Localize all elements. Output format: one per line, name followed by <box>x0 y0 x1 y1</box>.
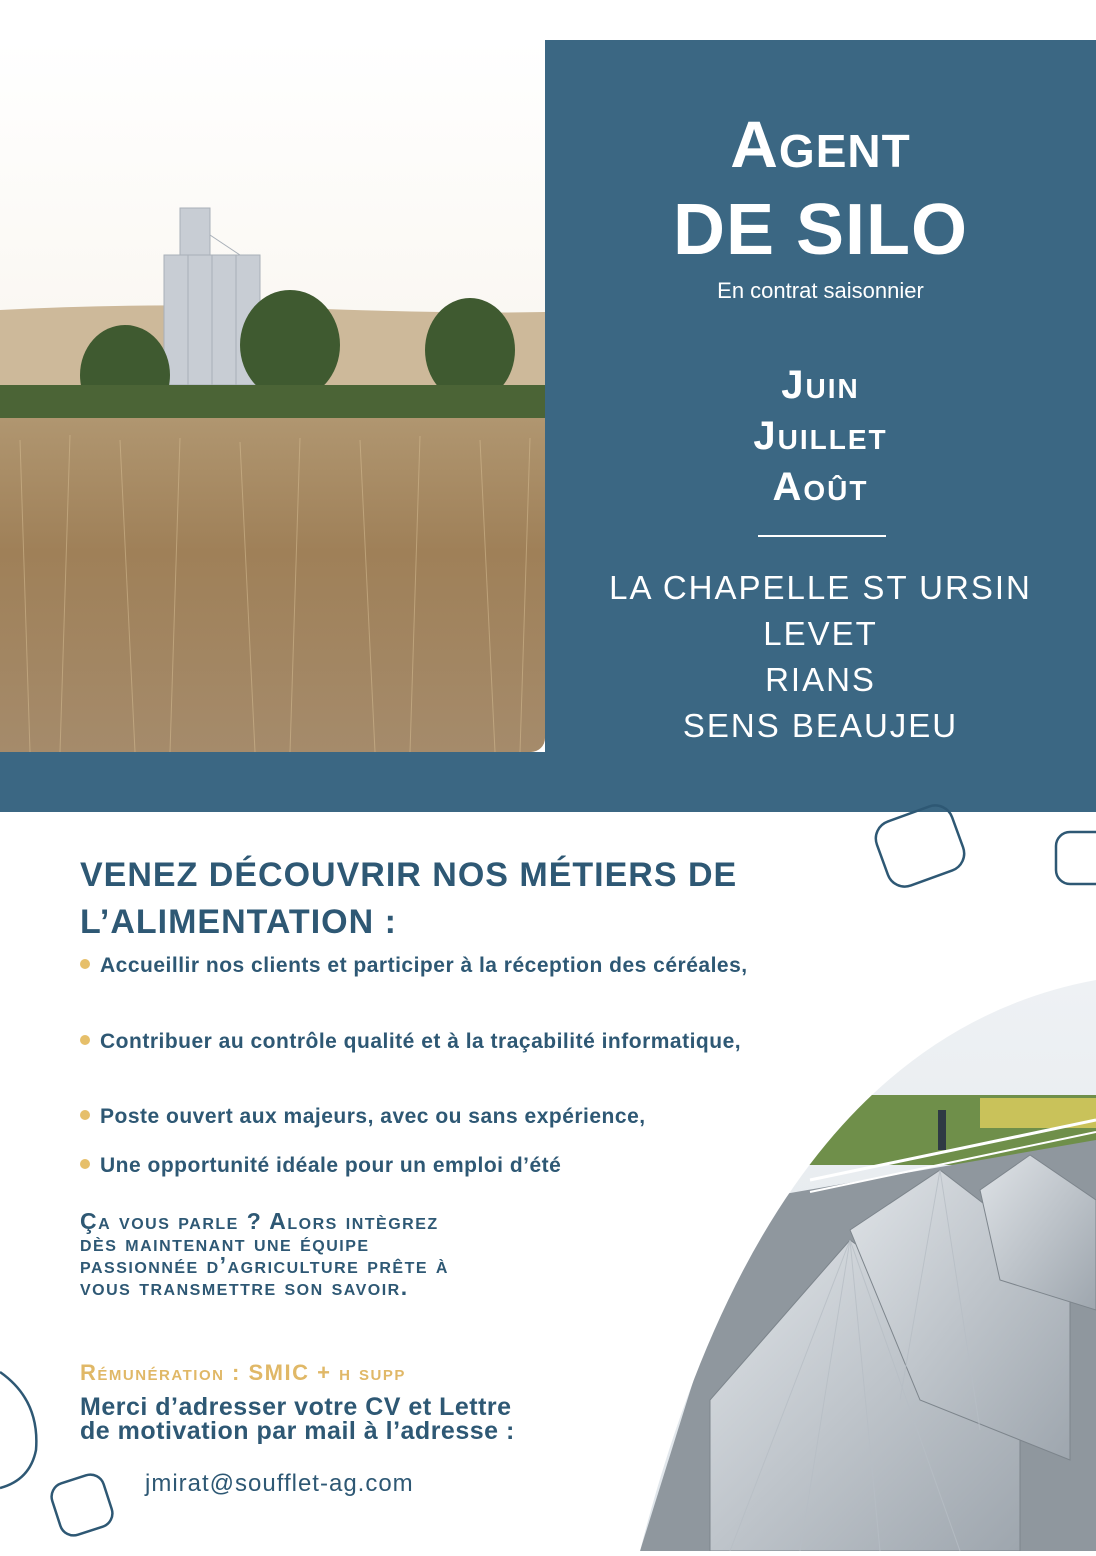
location-item: RIANS <box>765 661 876 698</box>
rounded-square-icon <box>0 1372 36 1488</box>
list-item: Poste ouvert aux majeurs, avec ou sans expérience, <box>80 1104 760 1129</box>
list-item: Une opportunité idéale pour un emploi d’été <box>80 1153 760 1178</box>
job-title-line1: Agent <box>730 107 911 181</box>
divider-line <box>758 535 886 537</box>
month-item: Juin <box>781 363 860 407</box>
list-item: Contribuer au contrôle qualité et à la traçabilité informatique, <box>80 1029 760 1054</box>
bullet-dot-icon <box>80 959 90 969</box>
worker-figure <box>938 1110 946 1150</box>
job-title-line2: DE SILO <box>672 190 969 270</box>
salary-info: Rémunération : SMIC + h supp <box>80 1360 406 1385</box>
months-list <box>545 360 1096 513</box>
section-heading-line2: L’ALIMENTATION : <box>80 903 397 941</box>
section-heading-line1: VENEZ DÉCOUVRIR NOS MÉTIERS DE <box>80 856 738 894</box>
wheat-field-photo <box>0 40 545 752</box>
month-item: Juillet <box>753 414 888 458</box>
locations-list <box>545 565 1096 749</box>
location-item: LEVET <box>763 615 878 652</box>
silos-photo <box>600 980 1096 1551</box>
call-to-action: Ça vous parle ? Alors intègrez dès maintenant une équipe passionnée d’agriculture prête à vous transmettre son savoir. <box>80 1208 449 1300</box>
location-item: LA CHAPELLE ST URSIN <box>609 569 1032 606</box>
bullet-dot-icon <box>80 1159 90 1169</box>
contact-email-link[interactable]: jmirat@soufflet-ag.com <box>145 1470 414 1497</box>
rounded-square-icon <box>48 1471 116 1539</box>
section-heading <box>80 852 840 946</box>
list-item: Accueillir nos clients et participer à la réception des céréales, <box>80 953 760 978</box>
rounded-square-icon <box>1056 832 1096 884</box>
application-instructions: Merci d’adresser votre CV et Lettre de motivation par mail à l’adresse : <box>80 1393 515 1445</box>
bullet-dot-icon <box>80 1110 90 1120</box>
location-item: SENS BEAUJEU <box>682 707 959 744</box>
bullet-dot-icon <box>80 1035 90 1045</box>
contract-type: En contrat saisonnier <box>717 278 924 303</box>
month-item: Août <box>772 465 869 509</box>
rounded-square-icon <box>871 800 969 891</box>
